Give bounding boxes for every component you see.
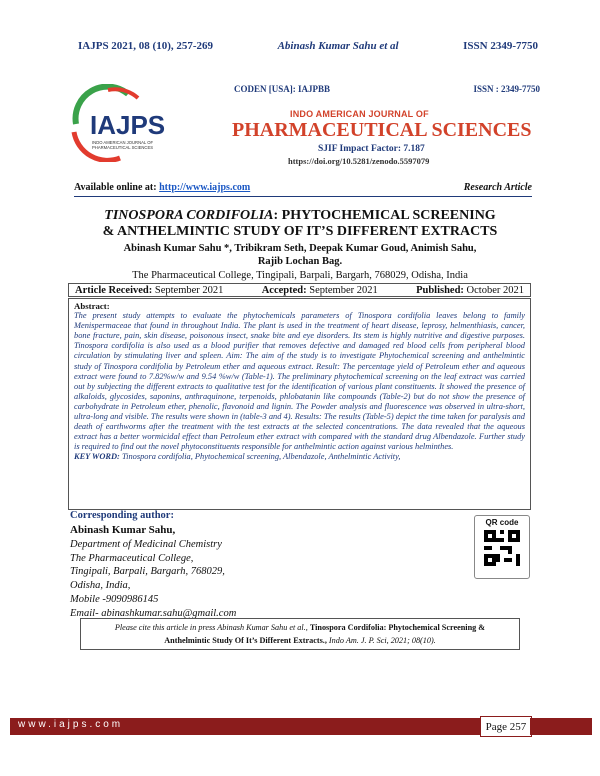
journal-name: PHARMACEUTICAL SCIENCES bbox=[232, 119, 532, 141]
published-date: Published: October 2021 bbox=[416, 284, 524, 296]
corr-line: The Pharmaceutical College, bbox=[70, 552, 194, 564]
accepted-date: Accepted: September 2021 bbox=[261, 284, 378, 296]
page-number: Page 257 bbox=[480, 716, 532, 737]
author-list: Abinash Kumar Sahu *, Tribikram Seth, Deepak Kumar Goud, Animish Sahu, Rajib Lochan Bag. bbox=[123, 243, 477, 267]
abstract-text: The present study attempts to evaluate the phytochemicals parameters of Tinospora cordifolia leaves belong to family Menispermaceae that found in throughout India. The plant is used in the treatment of heart disease, leprosy, helmenthiasis, cancer, bone fracture, pain, skin disease, poisonous insect, snake bite and eye disorders. Its stem is highly nutritive and digestive purposes. Tinospora cordifolia is also used as a blood purifier that removes defective and damaged red blood cells from peripheral blood circulation by stimulating liver and spleen. Aim: The aim of the study is to investigate Phytochemical screening and anthelmintic study of Tinospora cordifolia by Petroleum ether and aqueous extract. Result: The percentage yield of Petroleum ether and aqueous extract were found to 7.82%w/w and 9.54 %w/w (Table-1). The preliminary phytochemical screening on the leaf extract was carried out by subjecting the different extracts to qualitative test for the identification of various plant constituents. It showed the presence of alkaloids, glycosides, saponins, anthraquinone, terpenoids, phlobatanin like compounds (Table-2) but do not show the presence of carbohydrate in Petroleum ether, phenolic, flavonoid and lignin. The Powder analysis and fluorescence was observed in ultra-short, ultra-long and visible. The results were shown in (table-3 and 4). Results: The results (Table-5) depict the time taken for paralysis and death of earthworms after the treatment with the test extracts at the selected concentrations. The data revealed that the aqueous extract has a better wormicidal effect than Petroleum ether extract with compared with the standard drug Albendazole. Further study is required to find out the novel phytoconstituents responsible for anthelmintic action against various helminthes. bbox=[74, 311, 525, 452]
received-date: Article Received: September 2021 bbox=[75, 284, 224, 296]
journal-url-link[interactable]: http://www.iajps.com bbox=[159, 182, 251, 193]
availability: Available online at: http://www.iajps.com bbox=[74, 182, 251, 193]
journal-name-small: INDO AMERICAN JOURNAL OF bbox=[290, 109, 429, 119]
logo-text: IAJPS bbox=[90, 110, 166, 140]
qr-label: QR code bbox=[485, 518, 519, 527]
corr-line: Odisha, India, bbox=[70, 580, 131, 592]
logo-graphic bbox=[68, 84, 206, 162]
abstract-box bbox=[68, 298, 531, 510]
article-dates bbox=[68, 283, 531, 297]
doi-link[interactable]: https://doi.org/10.5281/zenodo.5597079 bbox=[288, 156, 430, 166]
corr-line: Department of Medicinal Chemistry bbox=[70, 539, 222, 550]
qr-code-icon bbox=[484, 530, 520, 566]
article-title: TINOSPORA CORDIFOLIA: PHYTOCHEMICAL SCREENING & ANTHELMINTIC STUDY OF IT’S DIFFERENT EXTRACTS bbox=[102, 208, 498, 239]
corresponding-author-details bbox=[70, 538, 236, 620]
corr-line: Tingipali, Barpali, Bargarh, 768029, bbox=[70, 566, 225, 578]
header-citation: IAJPS 2021, 08 (10), 257-269 bbox=[78, 40, 214, 52]
divider bbox=[74, 196, 532, 197]
running-header bbox=[78, 40, 538, 52]
journal-logo bbox=[68, 84, 206, 162]
header-issn: ISSN 2349-7750 bbox=[463, 40, 538, 52]
impact-factor: SJIF Impact Factor: 7.187 bbox=[318, 144, 425, 154]
corr-email[interactable]: Email- abinashkumar.sahu@gmail.com bbox=[70, 607, 237, 619]
affiliation: The Pharmaceutical College, Tingipali, Barpali, Bargarh, 768029, Odisha, India bbox=[132, 270, 468, 281]
qr-code-box bbox=[474, 515, 530, 579]
article-type: Research Article bbox=[463, 182, 532, 193]
svg-text:PHARMACEUTICAL SCIENCES: PHARMACEUTICAL SCIENCES bbox=[92, 145, 154, 150]
corresponding-author-name: Abinash Kumar Sahu, bbox=[70, 524, 176, 536]
coden: CODEN [USA]: IAJPBB bbox=[234, 84, 331, 94]
corr-line: Mobile -9090986145 bbox=[70, 593, 159, 605]
issn: ISSN : 2349-7750 bbox=[473, 84, 540, 94]
coden-row bbox=[234, 84, 540, 94]
availability-row bbox=[74, 182, 532, 193]
header-author: Abinash Kumar Sahu et al bbox=[277, 40, 399, 52]
footer-url[interactable]: www.iajps.com bbox=[18, 719, 124, 730]
footer-bar-right bbox=[530, 718, 592, 735]
keywords: KEY WORD: Tinospora cordifolia, Phytochemical screening, Albendazole, Anthelmintic Activity, bbox=[74, 452, 401, 462]
abstract-heading: Abstract: bbox=[74, 301, 110, 311]
svg-text:INDO AMERICAN JOURNAL OF: INDO AMERICAN JOURNAL OF bbox=[92, 140, 154, 145]
corresponding-author-heading: Corresponding author: bbox=[70, 510, 174, 521]
citation-box: Please cite this article in press Abinash Kumar Sahu et al., Tinospora Cordifolia: Phytochemical Screening & Anthelmintic Study Of It’s Different Extracts., Indo Am. J. P. Sci, 2021; 08(10). bbox=[80, 618, 520, 650]
